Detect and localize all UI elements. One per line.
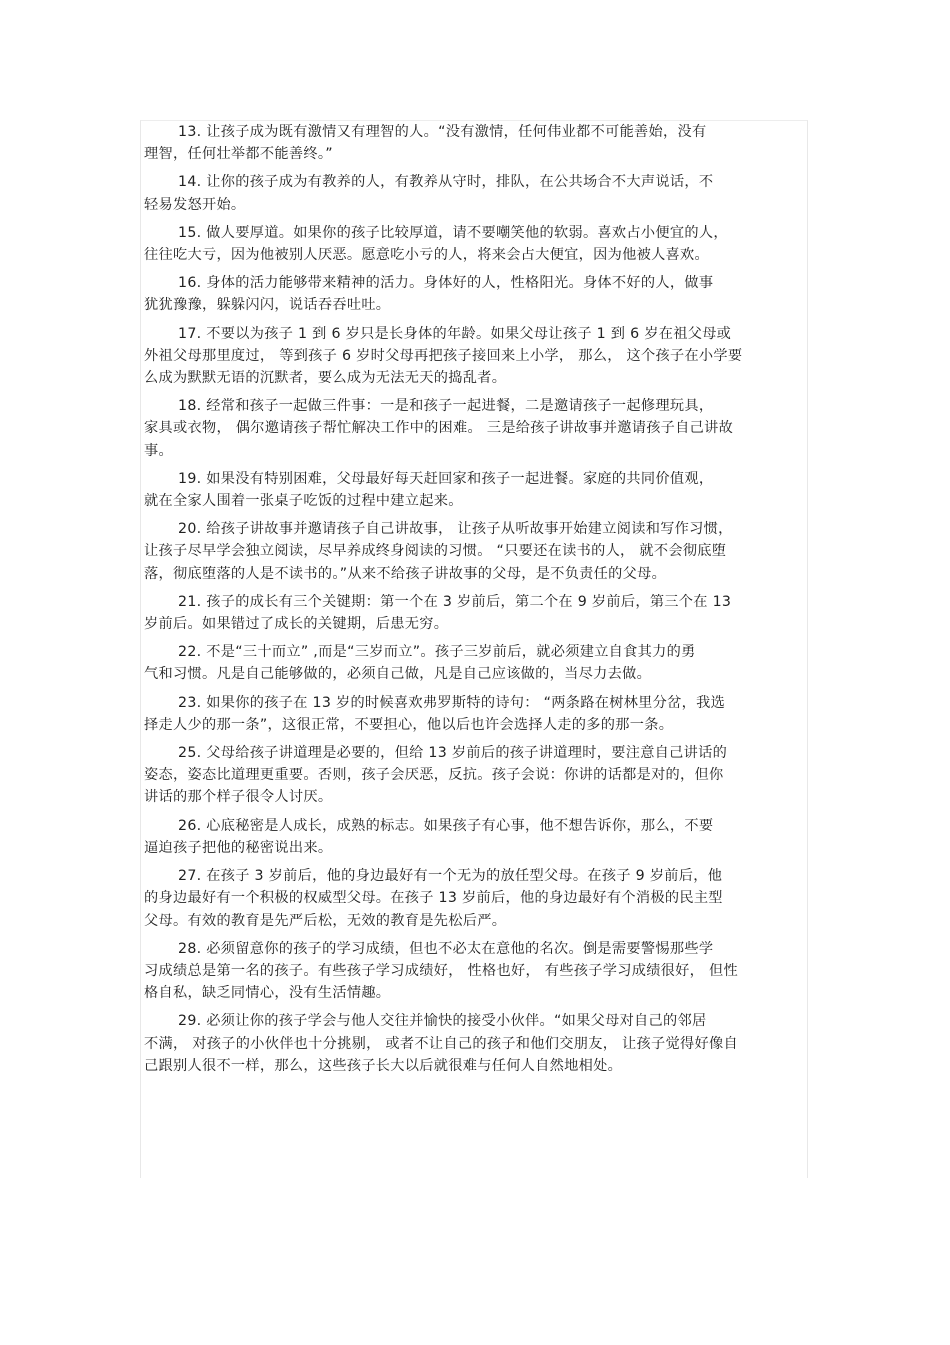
paragraph-line: 轻易发怒开始。 [144, 196, 246, 213]
paragraph-item-18 [144, 395, 808, 462]
paragraph-first-line: 16. 身体的活力能够带来精神的活力。身体好的人，性格阳光。身体不好的人，做事 [178, 275, 714, 292]
paragraph-item-16 [144, 272, 808, 316]
paragraph-first-line: 13. 让孩子成为既有激情又有理智的人。“没有激情，任何伟业都不可能善始，没有 [178, 124, 707, 140]
paragraph-line: 岁前后。如果错过了成长的关键期，后患无穷。 [144, 616, 449, 633]
paragraph-line: 格自私，缺乏同情心，没有生活情趣。 [144, 985, 391, 1002]
paragraph-item-25 [144, 742, 808, 809]
paragraph-line: 让孩子尽早学会独立阅读，尽早养成终身阅读的习惯。 “只要还在读书的人， 就不会彻底堕 [144, 543, 727, 560]
document-body [144, 121, 808, 1083]
paragraph-first-line: 27. 在孩子 3 岁前后，他的身边最好有一个无为的放任型父母。在孩子 9 岁前后，他 [178, 868, 723, 885]
paragraph-item-13 [144, 121, 808, 165]
paragraph-first-line: 21. 孩子的成长有三个关键期：第一个在 3 岁前后，第二个在 9 岁前后，第三个在 13 [178, 593, 732, 610]
paragraph-line: 家具或衣物， 偶尔邀请孩子帮忙解决工作中的困难。 三是给孩子讲故事并邀请孩子自己讲故 [144, 420, 734, 437]
paragraph-item-22 [144, 641, 808, 685]
paragraph-item-15 [144, 222, 808, 266]
paragraph-item-26 [144, 815, 808, 859]
paragraph-item-28 [144, 938, 808, 1005]
paragraph-line: 习成绩总是第一名的孩子。有些孩子学习成绩好， 性格也好， 有些孩子学习成绩很好， 但性 [144, 962, 738, 979]
paragraph-line: 落，彻底堕落的人是不读书的。”从来不给孩子讲故事的父母，是不负责任的父母。 [144, 565, 667, 582]
paragraph-line: 事。 [144, 442, 173, 459]
paragraph-first-line: 28. 必须留意你的孩子的学习成绩，但也不必太在意他的名次。倒是需要警惕那些学 [178, 940, 714, 957]
paragraph-line: 往往吃大亏，因为他被别人厌恶。愿意吃小亏的人，将来会占大便宜，因为他被人喜欢。 [144, 247, 710, 264]
paragraph-line: 父母。有效的教育是先严后松，无效的教育是先松后严。 [144, 912, 507, 929]
paragraph-item-19 [144, 468, 808, 512]
paragraph-first-line: 23. 如果你的孩子在 13 岁的时候喜欢弗罗斯特的诗句： “两条路在树林里分岔，我选 [178, 694, 726, 711]
paragraph-first-line: 25. 父母给孩子讲道理是必要的，但给 13 岁前后的孩子讲道理时，要注意自己讲话的 [178, 745, 728, 762]
paragraph-line: 择走人少的那一条”，这很正常，不要担心，他以后也许会选择人走的多的那一条。 [144, 716, 674, 733]
paragraph-item-21 [144, 591, 808, 635]
paragraph-item-17 [144, 323, 808, 390]
paragraph-line: 犹犹豫豫，躲躲闪闪，说话吞吞吐吐。 [144, 297, 391, 314]
paragraph-first-line: 14. 让你的孩子成为有教养的人，有教养从守时，排队，在公共场合不大声说话，不 [178, 174, 714, 191]
paragraph-line: 气和习惯。凡是自己能够做的，必须自己做，凡是自己应该做的，当尽力去做。 [144, 666, 652, 683]
paragraph-line: 么成为默默无语的沉默者，要么成为无法无天的捣乱者。 [144, 370, 507, 387]
paragraph-line: 逼迫孩子把他的秘密说出来。 [144, 839, 333, 856]
paragraph-item-14 [144, 171, 808, 215]
paragraph-line: 的身边最好有一个积极的权威型父母。在孩子 13 岁前后，他的身边最好有个消极的民主型 [144, 890, 723, 907]
paragraph-line: 讲话的那个样子很令人讨厌。 [144, 789, 333, 806]
paragraph-line: 己跟别人很不一样，那么，这些孩子长大以后就很难与任何人自然地相处。 [144, 1057, 623, 1074]
paragraph-first-line: 29. 必须让你的孩子学会与他人交往并愉快的接受小伙伴。“如果父母对自己的邻居 [178, 1013, 707, 1030]
paragraph-line: 外祖父母那里度过， 等到孩子 6 岁时父母再把孩子接回来上小学， 那么， 这个孩子在小学要 [144, 347, 743, 364]
paragraph-item-20 [144, 518, 808, 585]
paragraph-line: 就在全家人围着一张桌子吃饭的过程中建立起来。 [144, 493, 463, 510]
paragraph-first-line: 22. 不是“三十而立” ,而是“三岁而立”。孩子三岁前后，就必须建立自食其力的勇 [178, 644, 696, 661]
paragraph-line: 不满， 对孩子的小伙伴也十分挑剔， 或者不让自己的孩子和他们交朋友， 让孩子觉得好像自 [144, 1035, 738, 1052]
paragraph-first-line: 26. 心底秘密是人成长，成熟的标志。如果孩子有心事，他不想告诉你，那么，不要 [178, 817, 714, 834]
paragraph-first-line: 15. 做人要厚道。如果你的孩子比较厚道，请不要嘲笑他的软弱。喜欢占小便宜的人， [178, 224, 728, 241]
paragraph-item-29 [144, 1010, 808, 1077]
paragraph-line: 姿态，姿态比道理更重要。否则，孩子会厌恶，反抗。孩子会说：你讲的话都是对的，但你 [144, 767, 724, 784]
paragraph-line: 理智，任何壮举都不能善终。” [144, 146, 333, 163]
paragraph-first-line: 19. 如果没有特别困难，父母最好每天赶回家和孩子一起进餐。家庭的共同价值观， [178, 470, 714, 487]
paragraph-first-line: 17. 不要以为孩子 1 到 6 岁只是长身体的年龄。如果父母让孩子 1 到 6 岁在祖父母或 [178, 325, 732, 342]
paragraph-item-27 [144, 865, 808, 932]
paragraph-item-23 [144, 692, 808, 736]
paragraph-first-line: 18. 经常和孩子一起做三件事：一是和孩子一起进餐，二是邀请孩子一起修理玩具， [178, 398, 714, 415]
paragraph-first-line: 20. 给孩子讲故事并邀请孩子自己讲故事， 让孩子从听故事开始建立阅读和写作习惯， [178, 521, 733, 538]
